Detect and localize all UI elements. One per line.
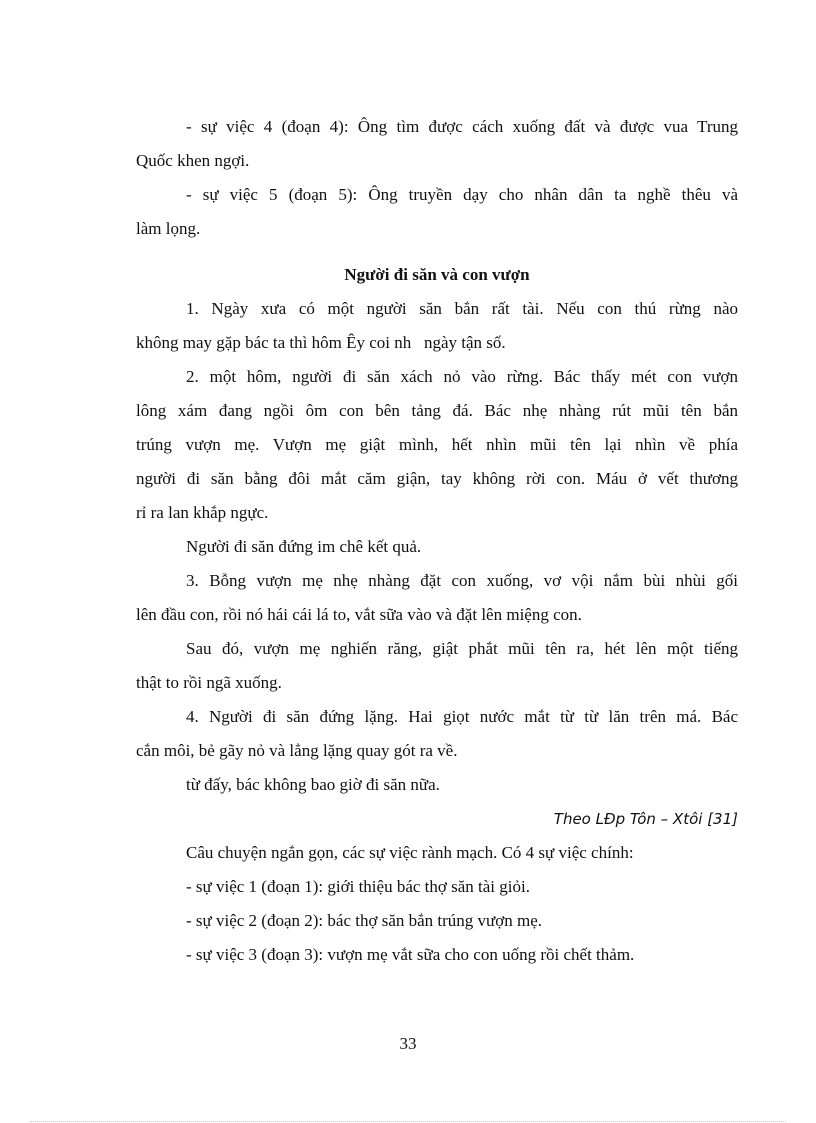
story-source-citation: Theo LĐp Tôn – Xtôi [31] [553,810,738,828]
top-section [136,110,738,246]
paragraph-line: không may gặp bác ta thì hôm Êy coi nh ngày tận số. [136,333,506,352]
paragraph-line: 1. Ngày xưa có một người săn bắn rất tài. Nếu con thú rừng nào [186,299,738,318]
paragraph-line: trúng vượn mẹ. Vượn mẹ giật mình, hết nhìn mũi tên lại nhìn về phía [136,435,738,454]
paragraph-line: cắn môi, bẻ gãy nỏ và lẳng lặng quay gót ra về. [136,741,458,760]
list-item: - sự việc 1 (đoạn 1): giới thiệu bác thợ săn tài giỏi. [186,877,530,896]
paragraph-line: người đi săn bằng đôi mắt căm giận, tay không rời con. Máu ở vết thương [136,469,738,488]
paragraph-line: thật to rồi ngã xuống. [136,673,282,692]
paragraph-line: lên đầu con, rồi nó hái cái lá to, vắt sữa vào và đặt lên miệng con. [136,605,582,624]
paragraph-line: 2. một hôm, người đi săn xách nỏ vào rừng. Bác thấy mét con vượn [186,367,738,386]
paragraph-line: - sự việc 4 (đoạn 4): Ông tìm được cách xuống đất và được vua Trung [186,117,738,136]
paragraph-line: lông xám đang ngồi ôm con bên tảng đá. Bác nhẹ nhàng rút mũi tên bắn [136,401,738,420]
paragraph-line: rỉ ra lan khắp ngực. [136,503,269,522]
paragraph-line: làm lọng. [136,219,201,238]
story-title: Người đi săn và con vượn [344,265,530,284]
paragraph-line: Sau đó, vượn mẹ nghiến răng, giật phắt mũi tên ra, hét lên một tiếng [186,639,738,658]
paragraph-line: - sự việc 5 (đoạn 5): Ông truyền dạy cho nhân dân ta nghề thêu và [186,185,738,204]
paragraph-line: 3. Bỗng vượn mẹ nhẹ nhàng đặt con xuống, vơ vội nắm bùi nhùi gối [186,571,738,590]
list-item: - sự việc 3 (đoạn 3): vượn mẹ vắt sữa cho con uống rồi chết thảm. [186,945,635,964]
paragraph-line: Người đi săn đứng im chê kết quả. [186,537,422,556]
paragraph-line: 4. Người đi săn đứng lặng. Hai giọt nước mắt từ từ lăn trên má. Bác [186,707,738,726]
list-item: - sự việc 2 (đoạn 2): bác thợ săn bắn trúng vượn mẹ. [186,911,543,930]
analysis-intro: Câu chuyện ngắn gọn, các sự việc rành mạch. Có 4 sự việc chính: [186,843,634,862]
paragraph-line: từ đấy, bác không bao giờ đi săn nữa. [186,775,440,794]
story-section [136,258,738,972]
page-number: 33 [399,1034,417,1053]
paragraph-line: Quốc khen ngợi. [136,151,250,170]
footer-divider [30,1121,786,1122]
